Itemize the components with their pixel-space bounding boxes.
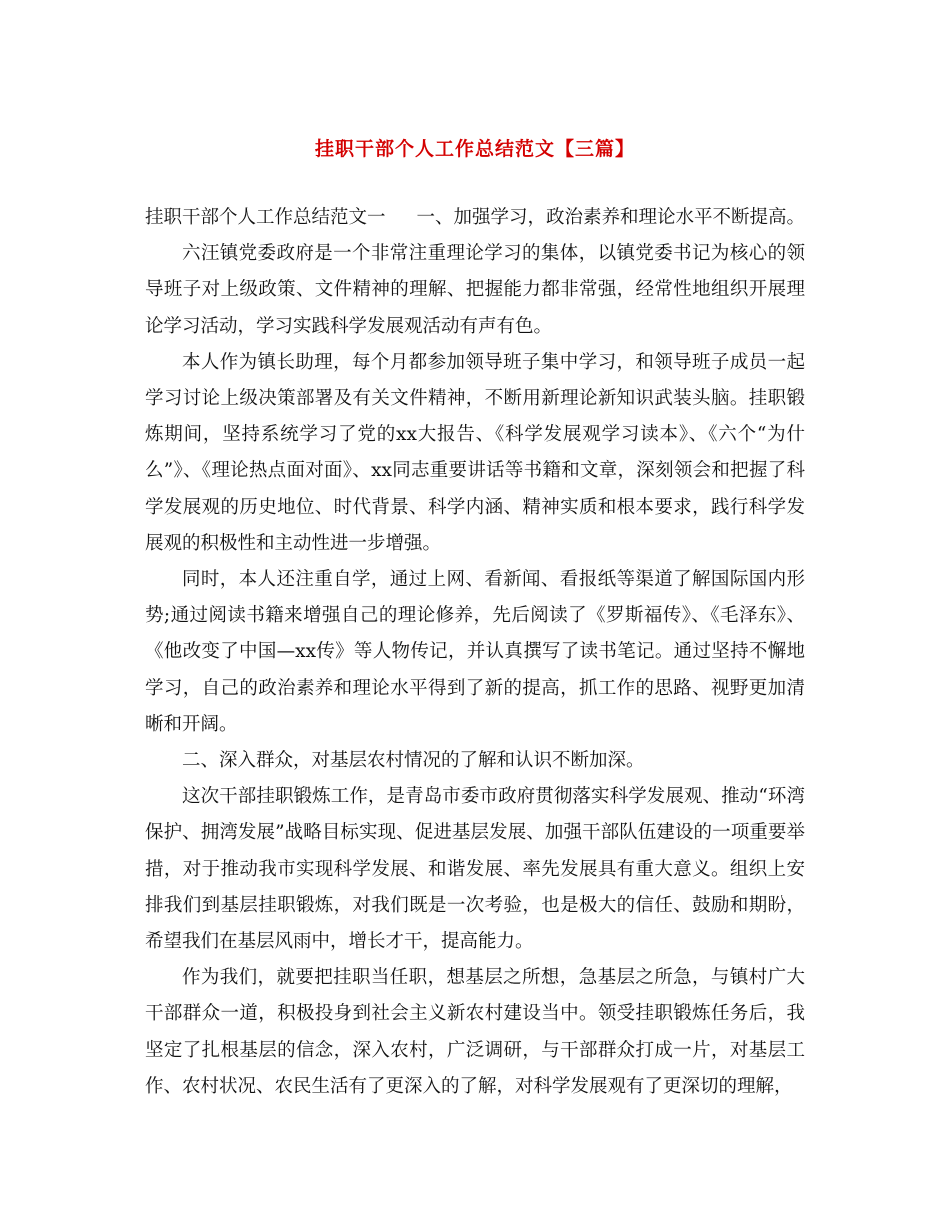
document-title: 挂职干部个人工作总结范文【三篇】 bbox=[314, 138, 635, 160]
paragraph-2: 本人作为镇长助理，每个月都参加领导班子集中学习，和领导班子成员一起学习讨论上级决策部署及有关文件精神，不断用新理论新知识武装头脑。挂职锻炼期间，坚持系统学习了党的xx大报告、《科学发展观学习读本》、《六个“为什么”》、《理论热点面对面》、xx同志重要讲话等书籍和文章，深刻领会和把握了科学发展观的历史地位、时代背景、科学内涵、精神实质和根本要求，践行科学发展观的积极性和主动性进一步增强。 bbox=[145, 351, 805, 554]
paragraph-5: 作为我们，就要把挂职当任职，想基层之所想，急基层之所急，与镇村广大干部群众一道，积极投身到社会主义新农村建设当中。领受挂职锻炼任务后，我坚定了扎根基层的信念，深入农村，广泛调研，与干部群众打成一片，对基层工作、农村状况、农民生活有了更深入的了解，对科学发展观有了更深切的理解， bbox=[145, 967, 805, 1097]
section-heading-line bbox=[145, 200, 805, 236]
article-subtitle: 挂职干部个人工作总结范文一 bbox=[145, 207, 386, 228]
paragraph-4: 这次干部挂职锻炼工作，是青岛市委市政府贯彻落实科学发展观、推动“环湾保护、拥湾发展”战略目标实现、促进基层发展、加强干部队伍建设的一项重要举措，对于推动我市实现科学发展、和谐发展、率先发展具有重大意义。组织上安排我们到基层挂职锻炼，对我们既是一次考验，也是极大的信任、鼓励和期盼，希望我们在基层风雨中，增长才干，提高能力。 bbox=[145, 786, 805, 953]
paragraph-1: 六汪镇党委政府是一个非常注重理论学习的集体，以镇党委书记为核心的领导班子对上级政策、文件精神的理解、把握能力都非常强，经常性地组织开展理论学习活动，学习实践科学发展观活动有声有色。 bbox=[145, 243, 805, 337]
document-body bbox=[145, 200, 805, 1105]
section-heading-1: 一、加强学习，政治素养和理论水平不断提高。 bbox=[416, 207, 805, 228]
paragraph-3: 同时，本人还注重自学，通过上网、看新闻、看报纸等渠道了解国际国内形势;通过阅读书籍来增强自己的理论修养，先后阅读了《罗斯福传》、《毛泽东》、《他改变了中国—xx传》等人物传记，并认真撰写了读书笔记。通过坚持不懈地学习，自己的政治素养和理论水平得到了新的提高，抓工作的思路、视野更加清晰和开阔。 bbox=[145, 569, 805, 735]
section-heading-2: 二、深入群众，对基层农村情况的了解和认识不断加深。 bbox=[182, 750, 645, 772]
